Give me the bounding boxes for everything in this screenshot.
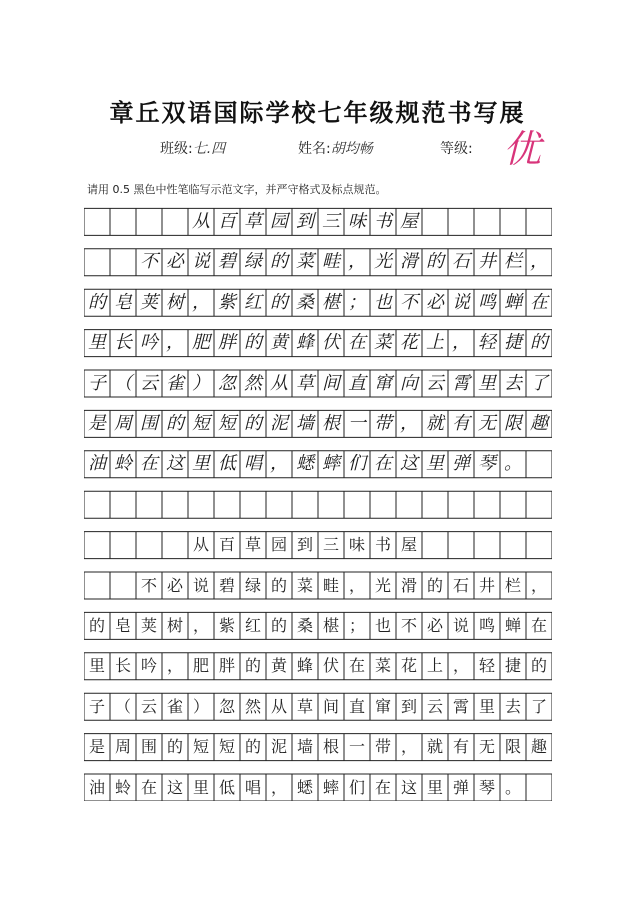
grid-character: 荚: [140, 291, 158, 313]
grid-character: 椹: [322, 291, 340, 313]
grid-character: 短: [192, 737, 209, 757]
grid-character: 不: [140, 575, 157, 595]
grid-character: 周: [114, 412, 132, 434]
grid-character: 的: [270, 251, 288, 273]
grid-character: 限: [504, 737, 521, 757]
grid-character: 在: [348, 656, 365, 676]
grid-character: 石: [452, 251, 470, 273]
grid-character: 了: [530, 696, 547, 716]
grid-character: ；: [348, 291, 366, 313]
grid-character: 里: [478, 372, 496, 394]
grid-character: ，: [192, 615, 209, 635]
grid-character: 的: [270, 615, 287, 635]
grid-character: 蜂: [296, 656, 313, 676]
grid-character: ，: [400, 412, 418, 434]
grid-character: 无: [478, 412, 496, 434]
grid-character: 们: [348, 777, 365, 797]
grid-character: 有: [452, 412, 470, 434]
grid-character: 必: [426, 615, 443, 635]
grid-character: ，: [530, 575, 547, 595]
grid-character: 带: [374, 737, 391, 757]
grid-character: 屋: [400, 535, 417, 555]
grid-character: 窜: [374, 372, 392, 394]
grid-character: 光: [374, 575, 391, 595]
grid-character: 上: [426, 332, 444, 354]
writing-grid: [84, 195, 552, 801]
grid-character: 吟: [140, 332, 158, 354]
grid-character: 栏: [504, 575, 521, 595]
grid-character: 的: [530, 332, 548, 354]
grid-character: 这: [400, 777, 417, 797]
grid-character: 碧: [218, 251, 236, 273]
grid-character: 伏: [322, 332, 340, 354]
grid-character: 百: [218, 210, 236, 232]
grid-character: 轻: [478, 332, 496, 354]
grid-character: 油: [88, 453, 106, 475]
grid-character: 蛉: [114, 777, 131, 797]
grid-character: ，: [530, 251, 548, 273]
grid-character: 不: [140, 251, 158, 273]
grid-character: ，: [166, 332, 184, 354]
grid-character: 间: [322, 372, 340, 394]
grid-character: 里: [478, 696, 495, 716]
grid-character: 从: [192, 535, 209, 555]
grid-character: 椹: [322, 615, 339, 635]
grid-character: 草: [244, 535, 261, 555]
grid-character: 菜: [296, 251, 314, 273]
grid-character: 忽: [218, 372, 236, 394]
grid-character: 是: [88, 412, 106, 434]
grid-character: 百: [218, 535, 235, 555]
grid-character: 去: [504, 372, 522, 394]
grid-character: 光: [374, 251, 392, 273]
grid-character: 草: [296, 696, 313, 716]
grid-character: 短: [218, 737, 235, 757]
grid-character: 就: [426, 412, 444, 434]
grid-character: 树: [166, 291, 184, 313]
grid-character: ，: [192, 291, 210, 313]
grid-character: 的: [426, 251, 444, 273]
grid-character: 黄: [270, 656, 287, 676]
grid-character: 畦: [322, 575, 339, 595]
grid-character: 蜂: [296, 332, 314, 354]
grid-character: 吟: [140, 656, 157, 676]
grid-character: 。: [504, 453, 522, 475]
grid-character: 碧: [218, 575, 235, 595]
grid-character: 的: [88, 291, 106, 313]
grid-character: 在: [374, 453, 392, 475]
grid-character: 桑: [296, 291, 314, 313]
grid-character: 园: [270, 210, 288, 232]
grid-character: ，: [348, 575, 365, 595]
grid-character: 里: [192, 453, 210, 475]
grid-character: 上: [426, 656, 443, 676]
grid-character: 泥: [270, 737, 287, 757]
grid-character: 在: [348, 332, 366, 354]
grid-character: 书: [374, 535, 391, 555]
grid-character: 里: [426, 777, 443, 797]
grid-character: 们: [348, 453, 366, 475]
grid-character: 的: [244, 656, 261, 676]
grid-character: 里: [88, 656, 105, 676]
grid-character: 墙: [296, 737, 313, 757]
grid-character: 红: [244, 615, 261, 635]
grid-character: 霄: [452, 696, 469, 716]
grid-character: 直: [348, 696, 365, 716]
grid-character: 在: [374, 777, 391, 797]
grid-character: 草: [244, 210, 262, 232]
grid-character: 的: [270, 291, 288, 313]
name-value: 胡均畅: [330, 141, 373, 157]
grid-character: 轻: [478, 656, 495, 676]
grid-character: 皂: [114, 615, 131, 635]
grid-character: 蟀: [322, 777, 339, 797]
grid-character: 草: [296, 372, 314, 394]
grid-character: 菜: [374, 656, 391, 676]
grid-character: ，: [348, 251, 366, 273]
grid-character: 琴: [478, 453, 496, 475]
grid-character: 泥: [270, 412, 288, 434]
grid-character: 的: [88, 615, 105, 635]
grid-character: 胖: [218, 656, 235, 676]
grid-character: 弹: [452, 777, 469, 797]
grid-character: 蛉: [114, 453, 132, 475]
class-label: 班级:: [160, 141, 193, 157]
grid-character: 绿: [244, 251, 262, 273]
grade-field: [440, 138, 473, 158]
grid-character: 这: [166, 777, 183, 797]
grid-character: 根: [322, 412, 340, 434]
grid-character: 捷: [504, 332, 522, 354]
grid-character: 滑: [400, 575, 417, 595]
grid-character: 蝉: [504, 615, 521, 635]
grid-character: 黄: [270, 332, 288, 354]
grid-character: 就: [426, 737, 443, 757]
grid-character: 味: [348, 210, 366, 232]
grid-character: 蟋: [296, 777, 313, 797]
grid-character: 的: [426, 575, 443, 595]
grid-character: 去: [504, 696, 521, 716]
grid-character: 霄: [452, 372, 470, 394]
grid-character: 说: [192, 251, 210, 273]
grid-character: 向: [400, 372, 418, 394]
grid-character: 这: [166, 453, 184, 475]
grid-character: 在: [530, 615, 547, 635]
grid-character: 井: [478, 575, 495, 595]
grid-character: 也: [374, 615, 391, 635]
grid-character: 说: [452, 291, 470, 313]
grid-character: 到: [296, 535, 313, 555]
grid-character: 树: [166, 615, 183, 635]
grid-character: 墙: [296, 412, 314, 434]
grid-character: 油: [88, 777, 105, 797]
grid-character: ，: [270, 453, 288, 475]
grid-character: 限: [504, 412, 522, 434]
grid-character: 短: [218, 412, 236, 434]
grid-character: 长: [114, 332, 132, 354]
grid-character: 里: [426, 453, 444, 475]
grid-character: 皂: [114, 291, 132, 313]
grid-character: 石: [452, 575, 469, 595]
grid-character: 趣: [530, 737, 547, 757]
grid-character: 必: [426, 291, 444, 313]
grid-character: 子: [88, 372, 106, 394]
grid-character: 的: [244, 737, 261, 757]
grid-character: 直: [348, 372, 366, 394]
grid-character: 屋: [400, 210, 418, 232]
grid-character: 说: [452, 615, 469, 635]
grid-character: 然: [244, 696, 261, 716]
grid-character: 不: [400, 291, 418, 313]
grid-character: 短: [192, 412, 210, 434]
grid-character: 在: [140, 453, 158, 475]
grid-character: 间: [322, 696, 339, 716]
grid-character: 从: [270, 372, 288, 394]
grid-character: 必: [166, 575, 183, 595]
grid-character: 蟀: [322, 453, 340, 475]
grid-character: 唱: [244, 777, 261, 797]
grid-character: 围: [140, 737, 157, 757]
grid-character: 是: [88, 737, 105, 757]
grid-character: 忽: [218, 696, 235, 716]
grid-character: 窜: [374, 696, 391, 716]
grid-character: 菜: [296, 575, 313, 595]
grid-character: 长: [114, 656, 131, 676]
grid-character: 花: [400, 332, 418, 354]
grid-character: 的: [530, 656, 547, 676]
grid-character: 的: [270, 575, 287, 595]
grid-character: 桑: [296, 615, 313, 635]
grid-character: 蝉: [504, 291, 522, 313]
grid-character: 三: [322, 535, 339, 555]
grid-character: 里: [88, 332, 106, 354]
grade-mark: 优: [503, 127, 542, 171]
grid-character: 必: [166, 251, 184, 273]
grid-character: 鸣: [478, 291, 496, 313]
grid-character: 周: [114, 737, 131, 757]
grid-character: 鸣: [478, 615, 495, 635]
grid-character: 也: [374, 291, 392, 313]
grid-character: ，: [166, 656, 183, 676]
grid-character: 在: [140, 777, 157, 797]
grid-character: ，: [270, 777, 287, 797]
grid-character: 趣: [530, 412, 548, 434]
grid-character: ，: [452, 332, 470, 354]
grid-character: 紫: [218, 291, 236, 313]
grid-character: 荚: [140, 615, 157, 635]
grid-character: 。: [504, 777, 521, 797]
grade-label: 等级:: [440, 141, 473, 157]
grid-character: 这: [400, 453, 418, 475]
grid-character: 红: [244, 291, 262, 313]
grid-character: 从: [192, 210, 210, 232]
grid-character: 三: [322, 210, 340, 232]
grid-character: 到: [400, 696, 417, 716]
grid-character: 云: [140, 372, 158, 394]
grid-character: 弹: [452, 453, 470, 475]
grid-character: 了: [530, 372, 548, 394]
class-field: [160, 138, 225, 158]
grid-character: ；: [348, 615, 365, 635]
grid-character: 雀: [166, 696, 183, 716]
grid-character: 里: [192, 777, 209, 797]
grid-character: 然: [244, 372, 262, 394]
grid-character: 低: [218, 453, 236, 475]
grid-character: 一: [348, 737, 365, 757]
grid-character: 低: [218, 777, 235, 797]
grid-character: 园: [270, 535, 287, 555]
grid-character: 在: [530, 291, 548, 313]
grid-character: 绿: [244, 575, 261, 595]
grid-character: （: [114, 372, 132, 394]
grid-character: 伏: [322, 656, 339, 676]
grid-character: 栏: [504, 251, 522, 273]
grid-character: ）: [192, 696, 209, 716]
grid-character: ）: [192, 372, 210, 394]
grid-character: 菜: [374, 332, 392, 354]
grid-character: 滑: [400, 251, 418, 273]
grid-character: 井: [478, 251, 496, 273]
name-field: [298, 138, 373, 158]
page-title: 章丘双语国际学校七年级规范书写展: [109, 98, 526, 127]
grid-character: 有: [452, 737, 469, 757]
grid-character: 从: [270, 696, 287, 716]
grid-character: 到: [296, 210, 314, 232]
grid-character: 云: [426, 372, 444, 394]
grid-character: 书: [374, 210, 392, 232]
grid-character: 带: [374, 412, 392, 434]
grid-character: 一: [348, 412, 366, 434]
grid-character: 畦: [322, 251, 340, 273]
grid-character: ，: [452, 656, 469, 676]
grid-character: 肥: [192, 332, 210, 354]
grid-character: 紫: [218, 615, 235, 635]
grid-character: 味: [348, 535, 365, 555]
grid-character: （: [114, 696, 131, 716]
grid-character: 捷: [504, 656, 521, 676]
grid-character: 蟋: [296, 453, 314, 475]
grid-character: 子: [88, 696, 105, 716]
grid-character: 的: [166, 737, 183, 757]
grid-character: 唱: [244, 453, 262, 475]
grid-character: 胖: [218, 332, 236, 354]
grid-character: 的: [166, 412, 184, 434]
grid-character: 围: [140, 412, 158, 434]
grid-character: 肥: [192, 656, 209, 676]
grid-character: 的: [244, 332, 262, 354]
grid-character: 说: [192, 575, 209, 595]
grid-character: 不: [400, 615, 417, 635]
grid-character: 云: [426, 696, 443, 716]
grid-character: ，: [400, 737, 417, 757]
grid-character: 根: [322, 737, 339, 757]
grid-character: 花: [400, 656, 417, 676]
grid-character: 无: [478, 737, 495, 757]
grid-character: 的: [244, 412, 262, 434]
grid-character: 琴: [478, 777, 495, 797]
class-value: 七.四: [192, 141, 226, 157]
grid-character: 云: [140, 696, 157, 716]
instruction-text: 请用 0.5 黑色中性笔临写示范文字，并严守格式及标点规范。: [87, 183, 387, 196]
grid-character: 雀: [166, 372, 184, 394]
name-label: 姓名:: [298, 141, 331, 157]
